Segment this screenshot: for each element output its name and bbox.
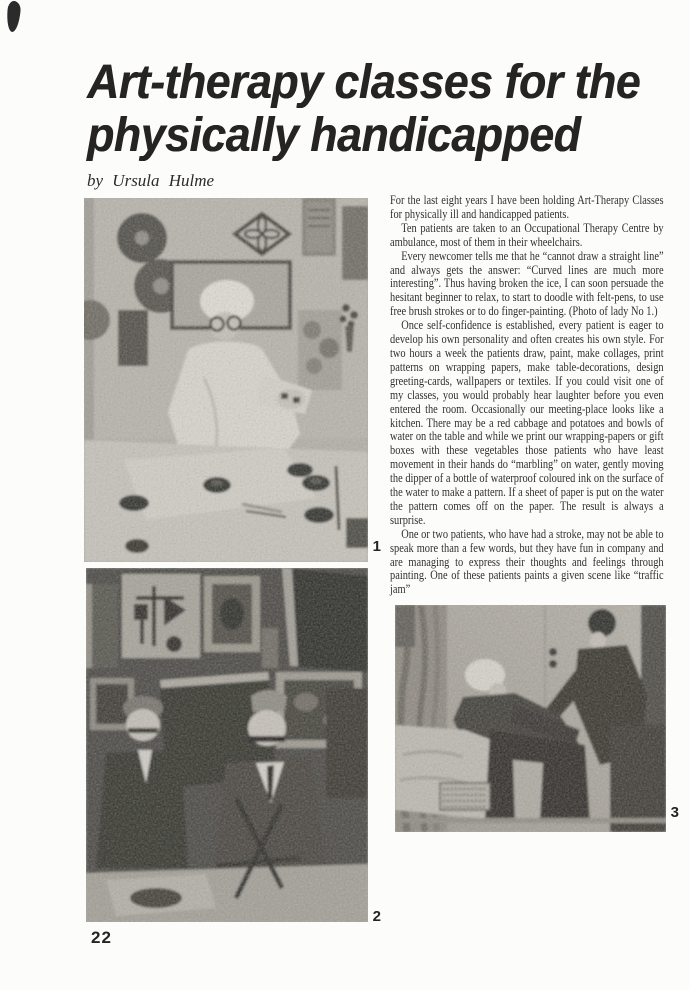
- photo-lady-painting: [84, 198, 381, 562]
- title-line-1: Art-therapy classes for the: [87, 56, 641, 109]
- article-body: [390, 193, 664, 596]
- photo-2-label: 2: [372, 908, 381, 925]
- photo-3-label: 3: [670, 804, 679, 822]
- ink-smudge-mark: [6, 0, 22, 32]
- photo-1-image: [84, 198, 368, 562]
- photo-woman-helping-man: [395, 605, 679, 832]
- article-paragraph: Every newcomer tells me that he “cannot draw a straight line” and always gets the answer: “Curved lines are much more interesting”. Thus having broken the ice, I can soon persuade the hesitant beginner to relax, to start to doodle with felt-pens, to use free brush strokes or to do finger-painting. (Photo of lady No 1.): [390, 247, 664, 319]
- photo-two-men-gallery: [86, 568, 381, 925]
- photo-3-image: [395, 605, 666, 832]
- page-title: [87, 56, 682, 162]
- article-paragraph: Ten patients are taken to an Occupational Therapy Centre by ambulance, most of them in their wheelchairs.: [390, 219, 664, 249]
- article-paragraph: Once self-confidence is established, every patient is eager to develop his own personality and often creates his own style. For two hours a week the patients draw, paint, make collages, print patterns on wrapping papers, make table-decorations, design greeting-cards, wallpapers or textiles. If you could visit one of my classes, you would probably hear laughter before you even entered the room. Occasionally our meeting-place looks like a kitchen. There may be a red cabbage and potatoes and bowls of water on the table and while we print our wrapping-papers or gift boxes with these vegetables those patients who have least movement in their hands do “marbling” on water, gently moving the dipper of a bottle of waterproof coloured ink on the surface of the water to make a pattern. If a sheet of paper is put on the water the pattern comes off on the paper. The result is always a surprise.: [390, 317, 664, 527]
- photo-2-image: [86, 568, 368, 922]
- byline: by Ursula Hulme: [87, 171, 215, 190]
- page-number: 22: [91, 928, 112, 947]
- article-paragraph: For the last eight years I have been holding Art-Therapy Classes for physically ill and handicapped patients.: [390, 192, 664, 221]
- photo-1-label: 1: [372, 538, 381, 555]
- title-line-2: physically handicapped: [87, 109, 581, 162]
- article-column: [390, 192, 679, 832]
- article-paragraph: One or two patients, who have had a stroke, may not be able to speak more than a few words, but they have fun in company and are managing to express their thoughts and feelings through painting. One of these patients paints a given scene like “traffic jam”: [390, 525, 664, 597]
